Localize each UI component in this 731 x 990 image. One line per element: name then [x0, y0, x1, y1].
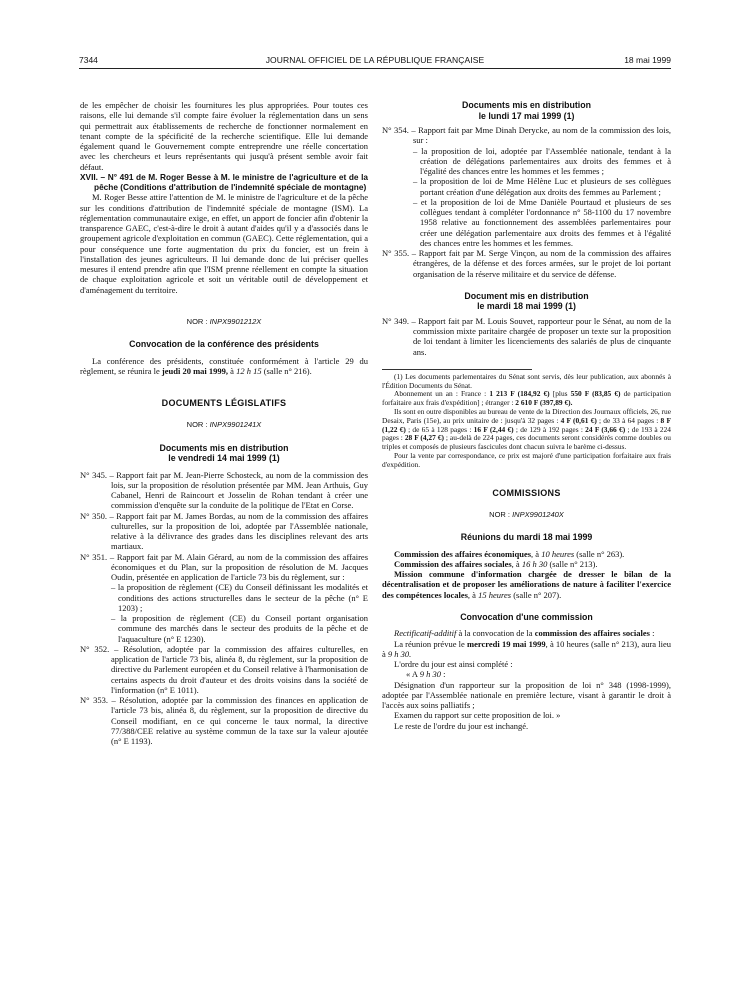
- document-item-352: N° 352. – Résolution, adoptée par la commission des affaires culturelles, en application de l'article 73 bis, alinéa 8, du règlement, sur la proposition de directive du Parlement européen et du Conseil relative à l'harmonisation de certains aspects du droit d'auteur et des droits voisins dans la société de l'information (n° E 1011).: [80, 643, 368, 695]
- fn-price: 4 F (0,61 €): [560, 415, 597, 425]
- fn-price: 1 213 F (184,92 €): [489, 389, 550, 399]
- convoc-hour: 12 h 15: [236, 365, 262, 376]
- convocation-text: [80, 356, 368, 377]
- meeting-room: (salle n° 263).: [574, 548, 625, 559]
- fn-text: ; de 193 à 224 pages :: [382, 424, 671, 443]
- conv-text: :: [649, 628, 655, 639]
- fn-text: ; de 65 à 128 pages :: [405, 424, 474, 434]
- right-column: [382, 100, 671, 731]
- left-column: [80, 100, 368, 746]
- agenda-item-2: Examen du rapport sur cette proposition de loi. »: [394, 710, 561, 721]
- meeting-name: Commission des affaires économiques: [394, 548, 532, 559]
- commission-convocation-title: Convocation d'une commission: [460, 611, 593, 622]
- issue-date: 18 mai 1999: [624, 55, 671, 65]
- fn-text: ; de 129 à 192 pages :: [513, 424, 586, 434]
- nor-code: INPX9901241X: [209, 420, 262, 430]
- nor-reference-1: [80, 317, 368, 327]
- distribution-date-1: le vendredi 14 mai 1999 (1): [168, 453, 280, 463]
- meeting-decentralisation-mission: [382, 569, 671, 600]
- fn-text: Abonnement un an : France :: [394, 389, 490, 399]
- document-item-349: N° 349. – Rapport fait par M. Louis Souvet, rapporteur pour le Sénat, au nom de la commission mixte paritaire chargée de proposer un texte sur la proposition de loi tendant à limiter les licenciements des salariés de plus de cinquante ans.: [382, 315, 671, 357]
- meeting-sep: , à: [531, 548, 542, 559]
- nor-reference-3: [382, 510, 671, 520]
- convocation-rectificatif: [382, 628, 671, 638]
- meeting-sep: , à: [511, 558, 522, 569]
- fn-text: Ils sont en outre disponibles au bureau de vente de la Direction des Journaux officiels, 26, rue Desaix, Paris (15e), au prix unitaire de : jusqu'à 32 pages :: [382, 406, 671, 425]
- conv-time: 9 h 30.: [387, 648, 412, 659]
- distribution-title-3: Document mis en distribution: [464, 290, 589, 301]
- document-item-355: N° 355. – Rapport fait par M. Serge Vinçon, au nom de la commission des affaires étrangères, de la défense et des forces armées, sur le projet de loi portant organisation de la réserve militaire et du service de défense.: [382, 248, 671, 279]
- meeting-time: 15 heures: [478, 589, 512, 600]
- intro-paragraph: de les empêcher de choisir les fournitures les plus appropriées. Pour toutes ces raisons, elle lui demande s'il compte faire évoluer la réglementation dans un sens qui permettrait aux établissements de recherche de fonctionner normalement en tenant compte de la spécificité de la recherche scientifique. Elle lui demande également quand le Gouvernement compte entreprendre une réelle concertation avec les chercheurs et leurs représentants qui jusqu'à présent semble avoir fait défaut.: [80, 100, 368, 172]
- header-rule: [79, 68, 671, 69]
- fn-price: 24 F (3,66 €): [585, 424, 626, 434]
- question-title: XVII. – N° 491 de M. Roger Besse à M. le ministre de l'agriculture et de la pêche (Conditions d'attribution de l'indemnité spéciale de montagne): [80, 171, 368, 192]
- fn-text: ; au-delà de 224 pages, ces documents seront considérés comme doubles ou triples et composés de plusieurs fascicules dont chacun suivra le barème ci-dessus.: [382, 433, 671, 452]
- fn-price: 28 F (4,27 €): [404, 433, 444, 443]
- footnote-1: (1) Les documents parlementaires du Sénat sont servis, dès leur publication, aux abonnés à l'Édition Documents du Sénat.: [382, 371, 671, 390]
- nor-prefix: NOR :: [186, 316, 210, 326]
- convocation-reschedule: [382, 639, 671, 660]
- fn-price: 16 F (2,44 €): [473, 424, 514, 434]
- conv-text: :: [440, 669, 446, 680]
- journal-title: JOURNAL OFFICIEL DE LA RÉPUBLIQUE FRANÇAISE: [265, 55, 485, 65]
- footnote-shipping: Pour la vente par correspondance, ce prix est majoré d'une participation forfaitaire aux frais d'expédition.: [382, 450, 671, 469]
- meeting-sep: , à: [467, 589, 479, 600]
- document-item-353: N° 353. – Résolution, adoptée par la commission des finances en application de l'article 73 bis, alinéa 8, du règlement, sur la proposition de directive du Conseil modifiant, en ce qui concerne le taux normal, la directive 77/388/CEE relative au système commun de la taxe sur la valeur ajoutée (n° E 1193).: [80, 695, 368, 746]
- distribution-title-1: Documents mis en distribution: [159, 442, 289, 453]
- commissions-title: COMMISSIONS: [492, 487, 561, 498]
- conv-text: La réunion prévue le: [394, 638, 468, 649]
- nor-prefix: NOR :: [489, 509, 513, 519]
- conv-time: 9 h 30: [419, 669, 441, 680]
- document-item-351: N° 351. – Rapport fait par M. Alain Gérard, au nom de la commission des affaires économiques et du Plan, sur la proposition de résolution de M. Jacques Oudin, présentée en application de l'article 73 bis du règlement, sur :: [80, 551, 368, 582]
- fn-price: 2 610 F (397,89 €).: [515, 398, 573, 408]
- convoc-date: jeudi 20 mai 1999,: [161, 365, 229, 376]
- nor-code: INPX9901212X: [209, 316, 262, 326]
- footnote-rule: [382, 369, 532, 370]
- page-number: 7344: [79, 55, 98, 65]
- convoc-pre: La conférence des présidents, constituée conformément à l'article 29 du règlement, se réunira le: [80, 355, 368, 376]
- document-item-351-sub-1: – la proposition de règlement (CE) du Conseil définissant les modalités et conditions des actions structurelles dans le secteur de la pêche (n° E 1203) ;: [111, 582, 368, 613]
- document-item-354-sub-1: – la proposition de loi, adoptée par l'Assemblée nationale, tendant à la création de délégations parlementaires aux droits des femmes et à l'égalité des chances entre les hommes et les femmes ;: [413, 145, 671, 176]
- fn-price: 8 F (1,22 €): [382, 415, 671, 434]
- distribution-date-3: le mardi 18 mai 1999 (1): [477, 301, 576, 312]
- meeting-room: (salle n° 213).: [547, 558, 598, 569]
- nor-prefix: NOR :: [186, 420, 210, 430]
- fn-text: ; de 33 à 64 pages :: [596, 415, 661, 425]
- document-item-350: N° 350. – Rapport fait par M. James Bordas, au nom de la commission des affaires culturelles, sur la proposition de loi, adoptée par l'Assemblée nationale, relative à la délivrance des grades dans les disciplines relevant des arts martiaux.: [80, 510, 368, 552]
- page-header: [79, 55, 671, 69]
- agenda-closing: Le reste de l'ordre du jour est inchangé.: [394, 720, 529, 731]
- conv-text: , à 10 heures (salle n° 213), aura lieu à: [382, 638, 672, 659]
- meeting-time: 10 heures: [541, 548, 575, 559]
- nor-reference-2: [80, 420, 368, 430]
- footnote-prices: [382, 408, 671, 452]
- meeting-name: Mission commune d'information chargée de dresser le bilan de la décentralisation et de proposer les améliorations de nature à faciliter l'exercice des compétences locales: [382, 569, 671, 600]
- document-item-351-sub-2: – la proposition de règlement (CE) du Conseil portant organisation commune des marchés dans le secteur des produits de la pêche et de l'aquaculture (n° E 1230).: [111, 613, 368, 644]
- footnote-subscription: [382, 390, 671, 408]
- rectificatif-label: Rectificatif-additif: [394, 628, 457, 639]
- fn-text: de participation forfaitaire aux frais d'expédition] ; étranger :: [382, 389, 671, 408]
- document-item-345: N° 345. – Rapport fait par M. Jean-Pierre Schosteck, au nom de la commission des lois, sur la proposition de résolution présentée par MM. Jean Arthuis, Guy Cabanel, Henri de Raincourt et Josselin de Rohan tendant à créer une commission d'enquête sur la conduite de la politique de l'Etat en Corse.: [80, 469, 368, 511]
- document-item-354-sub-3: – et la proposition de loi de Mme Danièle Pourtaud et plusieurs de ses collègues tendant à compléter l'ordonnance n° 58-1100 du 17 novembre 1958 relative au fonctionnement des assemblées parlementaires pour créer une délégation parlementaire aux droits des femmes et à l'égalité des chances entre les hommes et les femmes.: [413, 196, 671, 248]
- meeting-time: 16 h 30: [521, 558, 548, 569]
- fn-text: [plus: [549, 389, 571, 399]
- conv-date: mercredi 19 mai 1999: [467, 638, 546, 649]
- commission-name: commission des affaires sociales: [534, 628, 650, 639]
- agenda-item-1: Désignation d'un rapporteur sur la proposition de loi n° 348 (1998-1999), adoptée par l'Assemblée nationale en première lecture, visant à garantir le droit à l'accès aux soins palliatifs ;: [382, 679, 671, 711]
- document-item-354: N° 354. – Rapport fait par Mme Dinah Derycke, au nom de la commission des lois, sur :: [382, 125, 671, 146]
- fn-price: 550 F (83,85 €): [570, 389, 621, 399]
- meeting-economic-affairs: [382, 549, 671, 559]
- distribution-title-2: Documents mis en distribution: [461, 100, 592, 110]
- conv-text: « A: [406, 669, 420, 680]
- meetings-title: Réunions du mardi 18 mai 1999: [460, 532, 593, 543]
- nor-code: INPX9901240X: [512, 509, 564, 519]
- agenda-time: [382, 669, 671, 679]
- meeting-name: Commission des affaires sociales: [394, 558, 512, 569]
- agenda-intro: L'ordre du jour est ainsi complété :: [394, 659, 513, 670]
- conv-text: à la convocation de la: [456, 628, 535, 639]
- docs-legislatifs-title: DOCUMENTS LÉGISLATIFS: [161, 398, 287, 408]
- meeting-room: (salle n° 207).: [511, 589, 562, 600]
- convoc-mid: à: [228, 365, 237, 376]
- convocation-title: Convocation de la conférence des présidents: [129, 339, 319, 349]
- convoc-post: (salle n° 216).: [261, 365, 312, 376]
- distribution-date-2: le lundi 17 mai 1999 (1): [478, 110, 575, 121]
- document-item-354-sub-2: – la proposition de loi de Mme Hélène Luc et plusieurs de ses collègues portant création d'une délégation aux droits des femmes au Parlement ;: [413, 176, 671, 197]
- question-body: M. Roger Besse attire l'attention de M. le ministre de l'agriculture et de la pêche sur les conditions d'attribution de l'indemnité spéciale de montagne (ISM). La réglementation communautaire exige, en effet, un apport de foncier afin d'obtenir la transparence GAEC, c'est-à-dire le droit à autant d'aides qu'il y a d'associés dans le groupement agricole d'exploitation en commun (GAEC). Cette réglementation, qui a pour conséquence une forte augmentation du prix du foncier, est un frein à l'installation des jeunes agriculteurs. Il lui demande donc de lui préciser quelles mesures il entend prendre afin que l'ISM prenne réellement en compte la situation de chaque exploitation agricole et soit un véritable outil de développement et d'aménagement du territoire.: [80, 192, 368, 295]
- meeting-social-affairs: [382, 559, 671, 569]
